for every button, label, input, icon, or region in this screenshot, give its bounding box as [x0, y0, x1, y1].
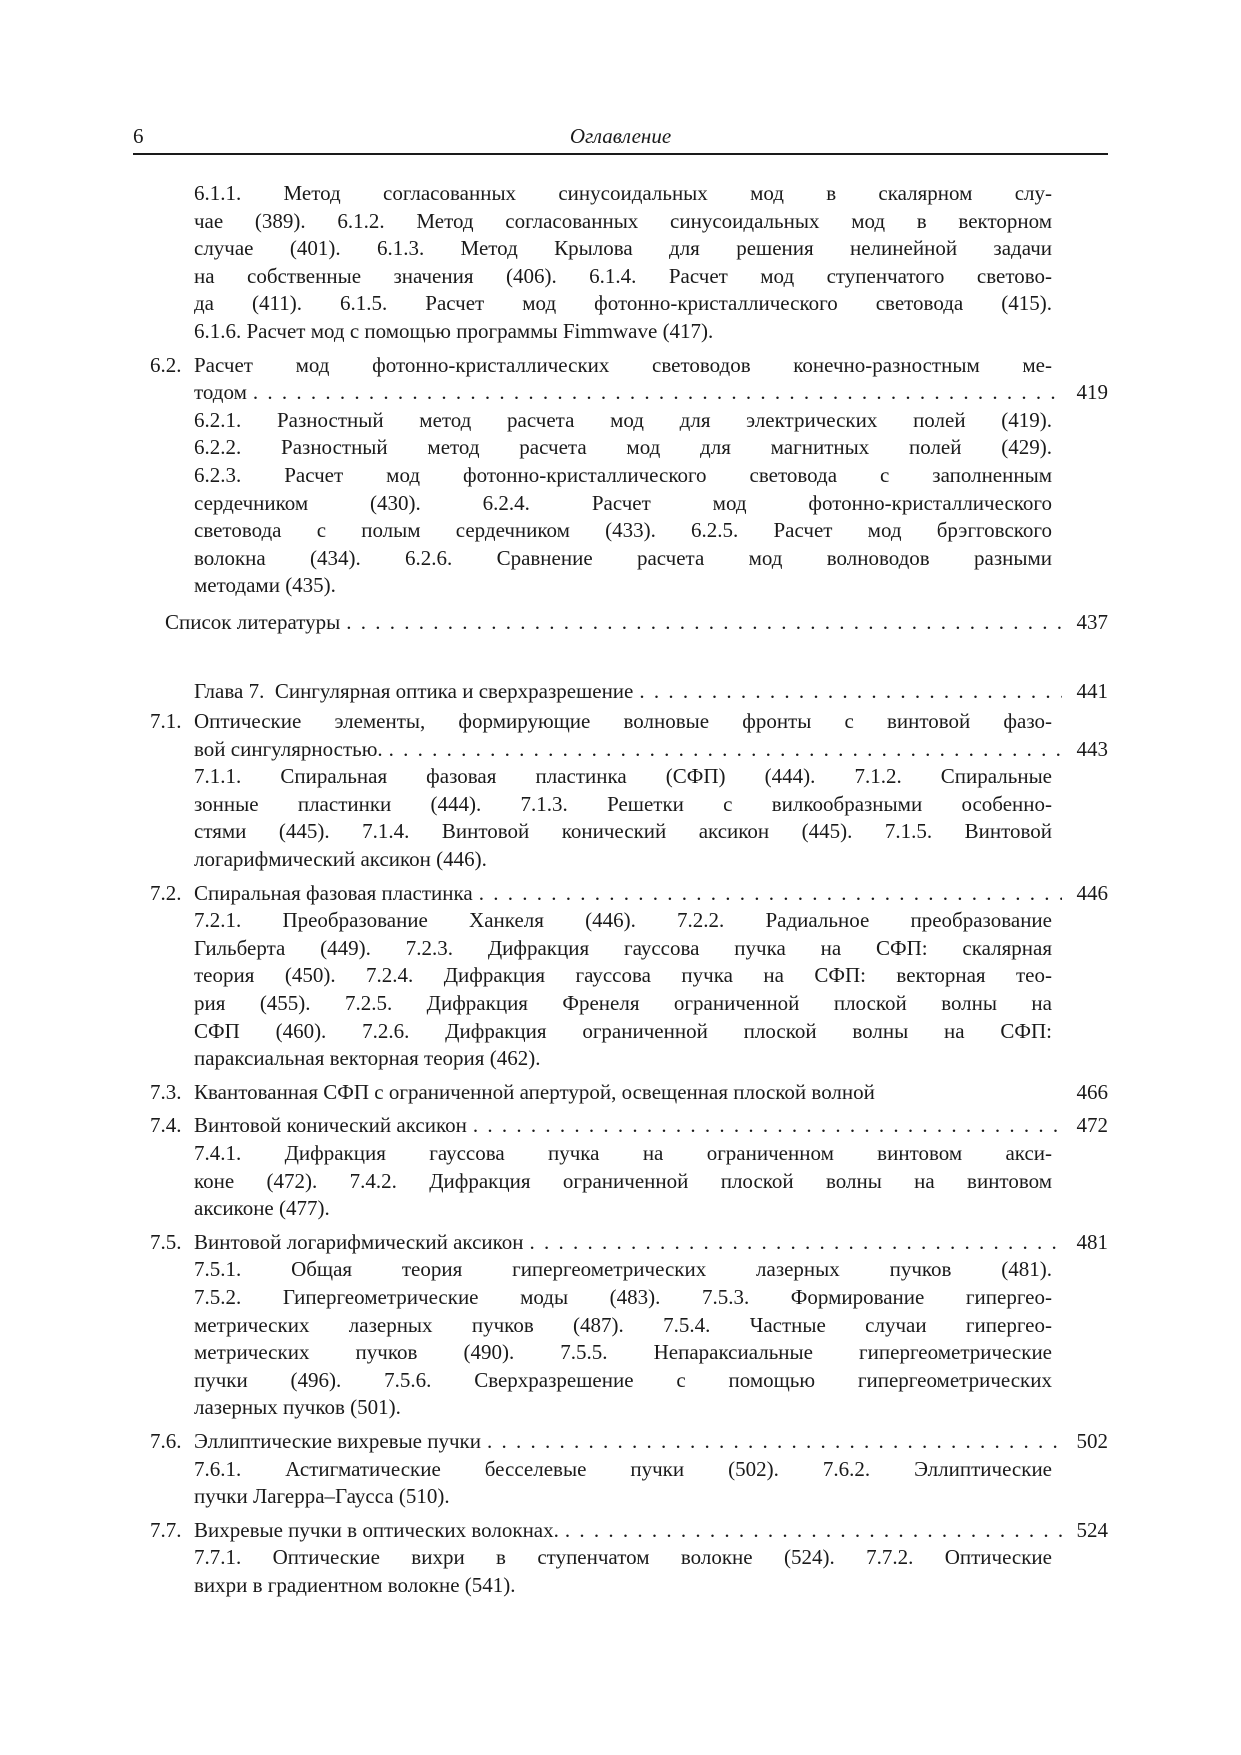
section-number: 7.7. [150, 1517, 182, 1542]
title-text: Оптические элементы, формирующие волновые фронты с винтовой фазо- [194, 709, 1052, 734]
entry-title [194, 1517, 1108, 1545]
subsection-text: СФП (460). 7.2.6. Дифракция ограниченной плоской волны на СФП: [194, 1018, 1052, 1043]
toc-entry [133, 708, 1108, 874]
subsection-line [133, 1394, 1108, 1422]
subsection-text: логарифмический аксикон (446). [194, 847, 487, 872]
subsection-text: на собственные значения (406). 6.1.4. Расчет мод ступенчатого светово- [194, 263, 1052, 288]
section-number: 7.1. [150, 709, 182, 734]
subsection-line [133, 1339, 1108, 1367]
subsection-line [133, 263, 1108, 291]
title-text: Список литературы [165, 609, 341, 634]
page-number: 6 [133, 124, 144, 148]
subsection-line [133, 1312, 1108, 1340]
title-text: Расчет мод фотонно-кристаллических световодов конечно-разностным ме- [194, 352, 1052, 377]
subsection-text: случае (401). 6.1.3. Метод Крылова для решения нелинейной задачи [194, 236, 1052, 261]
subsection-text: зонные пластинки (444). 7.1.3. Решетки с вилкообразными особенно- [194, 791, 1052, 816]
dot-leader [487, 1428, 1062, 1456]
toc-title-line [133, 736, 1108, 764]
subsection-text: 6.2.2. Разностный метод расчета мод для магнитных полей (429). [194, 435, 1052, 460]
dot-leader [346, 609, 1062, 637]
subsection-line [133, 490, 1108, 518]
toc-title-line [133, 1428, 1108, 1456]
subsection-line [133, 1018, 1108, 1046]
subsection-text: аксиконе (477). [194, 1196, 330, 1221]
dot-leader [639, 678, 1062, 706]
subsection-text: 7.5.1. Общая теория гипергеометрических лазерных пучков (481). [194, 1257, 1052, 1282]
page-ref: 446 [1076, 880, 1108, 905]
subsection-line [133, 208, 1108, 236]
toc-title-line [133, 1112, 1108, 1140]
page-ref: 441 [1076, 678, 1108, 703]
section-number: 6.2. [150, 352, 182, 377]
subsection-text: методами (435). [194, 573, 336, 598]
subsection-line [133, 846, 1108, 874]
page-ref: 524 [1076, 1517, 1108, 1542]
subsection-text: 6.2.1. Разностный метод расчета мод для электрических полей (419). [194, 407, 1052, 432]
title-text: Эллиптические вихревые пучки [194, 1428, 481, 1453]
subsection-line [133, 1140, 1108, 1168]
dot-leader [389, 736, 1062, 764]
section-number: 7.4. [150, 1113, 182, 1138]
subsection-line [133, 545, 1108, 573]
subsection-text: 7.6.1. Астигматические бесселевые пучки (502). 7.6.2. Эллиптические [194, 1456, 1052, 1481]
toc-entry [133, 352, 1108, 600]
section-number: 7.6. [150, 1428, 182, 1453]
page-ref: 502 [1076, 1428, 1108, 1453]
subsection-text: чае (389). 6.1.2. Метод согласованных синусоидальных мод в векторном [194, 208, 1052, 233]
subsection-text: 6.1.6. Расчет мод с помощью программы Fimmwave (417). [194, 318, 714, 343]
running-title: Оглавление [569, 124, 672, 148]
subsection-text: метрических лазерных пучков (487). 7.5.4. Частные случаи гипергео- [194, 1312, 1052, 1337]
subsection-line [133, 318, 1108, 346]
toc-title-line [133, 678, 1108, 706]
subsection-line [133, 935, 1108, 963]
chapter-label: Глава 7. [194, 678, 265, 703]
entry-title [194, 736, 1108, 764]
title-text: Вихревые пучки в оптических волокнах. [194, 1517, 559, 1542]
subsection-text: сердечником (430). 6.2.4. Расчет мод фотонно-кристаллического [194, 490, 1052, 515]
section-number: 7.3. [150, 1079, 182, 1104]
subsection-text: 7.7.1. Оптические вихри в ступенчатом волокне (524). 7.7.2. Оптические [194, 1545, 1052, 1570]
page-ref: 481 [1076, 1229, 1108, 1254]
toc-title-line [133, 1517, 1108, 1545]
subsection-line [133, 1168, 1108, 1196]
entry-title [194, 1079, 1108, 1107]
subsection-line [133, 1572, 1108, 1600]
title-text: Винтовой логарифмический аксикон [194, 1229, 524, 1254]
title-text: Спиральная фазовая пластинка [194, 880, 473, 905]
subsection-line [133, 1483, 1108, 1511]
title-text: вой сингулярностью. [194, 736, 383, 761]
subsection-line [133, 1367, 1108, 1395]
subsection-text: теория (450). 7.2.4. Дифракция гауссова пучка на СФП: векторная тео- [194, 963, 1052, 988]
toc-entry [133, 1517, 1108, 1600]
entry-title [194, 678, 1108, 706]
subsection-line [133, 290, 1108, 318]
page-ref: 443 [1076, 736, 1108, 761]
subsection-line [133, 1045, 1108, 1073]
toc-title-line [133, 379, 1108, 407]
subsection-text: рия (455). 7.2.5. Дифракция Френеля ограниченной плоской волны на [194, 991, 1052, 1016]
subsection-text: пучки Лагерра–Гаусса (510). [194, 1484, 450, 1509]
subsection-line [133, 517, 1108, 545]
page-ref: 419 [1076, 380, 1108, 405]
title-text: Винтовой конический аксикон [194, 1113, 467, 1138]
toc-title-line [133, 609, 1108, 637]
chapter-title [194, 678, 633, 706]
toc-title-line [133, 1079, 1108, 1107]
subsection-text: Гильберта (449). 7.2.3. Дифракция гауссова пучка на СФП: скалярная [194, 935, 1052, 960]
entry-title [194, 1112, 1108, 1140]
section-number: 7.2. [150, 880, 182, 905]
subsection-text: пучки (496). 7.5.6. Сверхразрешение с помощью гипергеометрических [194, 1367, 1052, 1392]
header-rule [133, 153, 1108, 155]
subsection-line [133, 763, 1108, 791]
toc-entry [133, 1079, 1108, 1107]
subsection-text: 6.2.3. Расчет мод фотонно-кристаллического световода с заполненным [194, 462, 1052, 487]
subsection-text: 7.1.1. Спиральная фазовая пластинка (СФП) (444). 7.1.2. Спиральные [194, 764, 1052, 789]
dot-leader [473, 1112, 1062, 1140]
subsection-text: метрических пучков (490). 7.5.5. Непараксиальные гипергеометрические [194, 1340, 1052, 1365]
chapter-name: Сингулярная оптика и сверхразрешение [274, 678, 634, 703]
title-text: Квантованная СФП с ограниченной апертурой, освещенная плоской волной [194, 1079, 875, 1104]
dot-leader [565, 1517, 1062, 1545]
subsection-text: стями (445). 7.1.4. Винтовой конический аксикон (445). 7.1.5. Винтовой [194, 819, 1052, 844]
subsection-line [133, 962, 1108, 990]
page-ref: 437 [1076, 609, 1108, 634]
subsection-line [133, 791, 1108, 819]
toc-entry [133, 180, 1108, 346]
toc-entry [133, 678, 1108, 706]
subsection-line [133, 407, 1108, 435]
page-ref: 472 [1076, 1113, 1108, 1138]
subsection-text: волокна (434). 6.2.6. Сравнение расчета мод волноводов разными [194, 545, 1052, 570]
title-text: тодом [194, 380, 247, 405]
subsection-text: световода с полым сердечником (433). 6.2.5. Расчет мод брэгговского [194, 518, 1052, 543]
subsection-text: 7.4.1. Дифракция гауссова пучка на ограниченном винтовом акси- [194, 1141, 1052, 1165]
subsection-text: лазерных пучков (501). [194, 1395, 401, 1420]
subsection-text: вихри в градиентном волокне (541). [194, 1572, 516, 1597]
entry-title [194, 379, 1108, 407]
subsection-line [133, 572, 1108, 600]
subsection-line [133, 1456, 1108, 1484]
toc-entry [133, 880, 1108, 1073]
entry-title [194, 880, 1108, 908]
toc-title-line [133, 880, 1108, 908]
toc-entry [133, 1112, 1108, 1222]
toc-entry [133, 1229, 1108, 1422]
table-of-contents [133, 180, 1108, 1600]
entry-title [194, 352, 1108, 380]
entry-title [165, 609, 1108, 637]
subsection-line [133, 1284, 1108, 1312]
entry-title [194, 1428, 1108, 1456]
toc-title-line [133, 708, 1108, 736]
subsection-line [133, 462, 1108, 490]
subsection-text: да (411). 6.1.5. Расчет мод фотонно-кристаллического световода (415). [194, 291, 1052, 316]
subsection-line [133, 235, 1108, 263]
subsection-text: параксиальная векторная теория (462). [194, 1046, 541, 1071]
subsection-text: 7.5.2. Гипергеометрические моды (483). 7.5.3. Формирование гипергео- [194, 1284, 1052, 1309]
section-number: 7.5. [150, 1229, 182, 1254]
dot-leader [530, 1229, 1062, 1257]
subsection-text: 6.1.1. Метод согласованных синусоидальных мод в скалярном слу- [194, 181, 1052, 205]
subsection-line [133, 1195, 1108, 1223]
subsection-line [133, 434, 1108, 462]
subsection-line [133, 180, 1108, 208]
subsection-line [133, 990, 1108, 1018]
toc-title-line [133, 352, 1108, 380]
page-ref: 466 [1076, 1079, 1108, 1104]
toc-title-line [133, 1229, 1108, 1257]
subsection-text: 7.2.1. Преобразование Ханкеля (446). 7.2.2. Радиальное преобразование [194, 908, 1052, 933]
entry-title [194, 1229, 1108, 1257]
subsection-line [133, 1544, 1108, 1572]
toc-entry [133, 609, 1108, 637]
toc-entry [133, 1428, 1108, 1511]
subsection-line [133, 1256, 1108, 1284]
dot-leader [253, 379, 1062, 407]
subsection-line [133, 818, 1108, 846]
subsection-line [133, 907, 1108, 935]
subsection-text: коне (472). 7.4.2. Дифракция ограниченной плоской волны на винтовом [194, 1168, 1052, 1193]
entry-title [194, 708, 1108, 736]
dot-leader [479, 880, 1062, 908]
